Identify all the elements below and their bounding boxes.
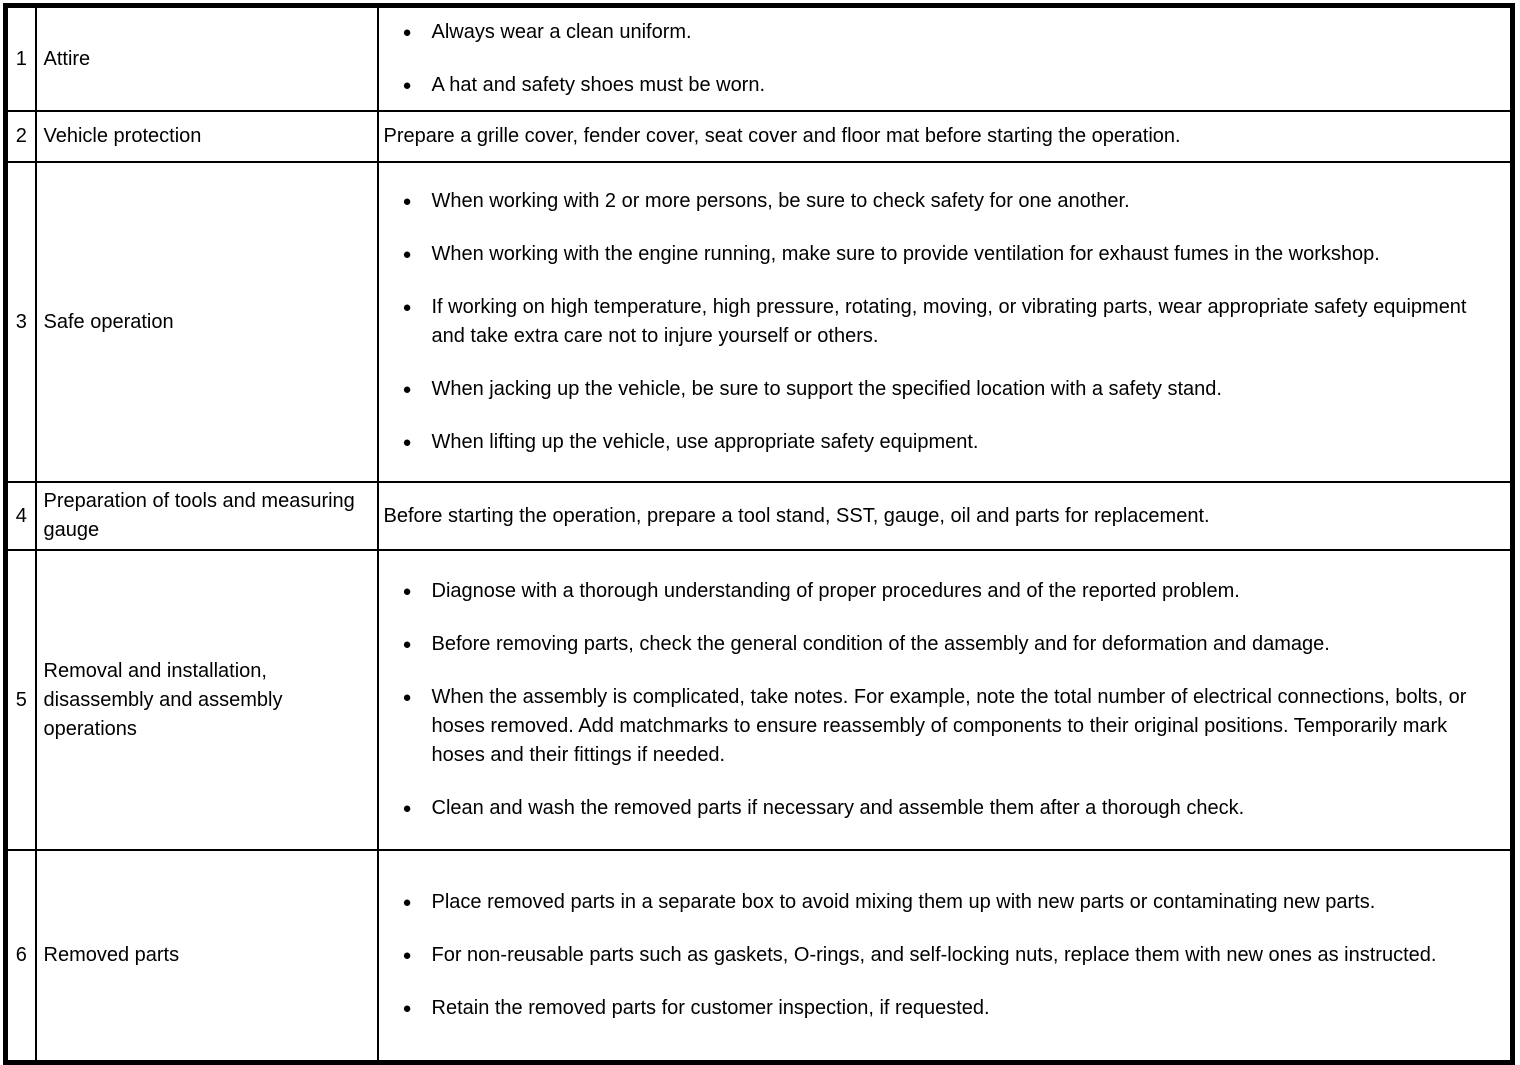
table-row (6, 6, 1513, 112)
item-text: Prepare a grille cover, fender cover, seat cover and floor mat before starting the operation. (383, 125, 1181, 147)
item-text: If working on high temperature, high pressure, rotating, moving, or vibrating parts, wear appropriate safety equipment and take extra care not to injure yourself or others. (431, 296, 1467, 347)
row-number: 6 (6, 850, 36, 1062)
row-number: 5 (6, 550, 36, 850)
content-item (383, 122, 1501, 151)
row-title: Safe operation (36, 162, 378, 482)
bullet-icon: ● (402, 636, 412, 653)
document-page (3, 3, 1515, 1065)
bullet-icon: ● (402, 999, 412, 1017)
precautions-table (3, 3, 1515, 1065)
table-row (6, 111, 1513, 162)
item-text: Diagnose with a thorough understanding of proper procedures and of the reported problem. (431, 580, 1240, 602)
item-text: Before removing parts, check the general condition of the assembly and for deformation and damage. (431, 633, 1330, 655)
row-title: Vehicle protection (36, 111, 378, 162)
item-text: A hat and safety shoes must be worn. (431, 74, 766, 96)
bullet-icon: ● (402, 246, 412, 263)
row-title: Removed parts (36, 850, 378, 1062)
bullet-icon: ● (402, 946, 412, 964)
content-item (383, 630, 1501, 659)
row-content (378, 162, 1513, 482)
content-item (383, 375, 1501, 404)
bullet-icon: ● (402, 800, 412, 817)
item-text: When lifting up the vehicle, use appropriate safety equipment. (431, 431, 979, 453)
row-content (378, 111, 1513, 162)
row-title: Preparation of tools and measuring gauge (36, 482, 378, 550)
content-item (383, 502, 1501, 531)
content-item (383, 683, 1501, 770)
item-text: For non-reusable parts such as gaskets, O-rings, and self-locking nuts, replace them with new ones as instructed. (431, 943, 1437, 966)
row-number: 4 (6, 482, 36, 550)
table-row (6, 482, 1513, 550)
item-text: When the assembly is complicated, take notes. For example, note the total number of electrical connections, bolts, or hoses removed. Add matchmarks to ensure reassembly of components to their original positions. Temporarily mark hoses and their fittings if needed. (431, 686, 1467, 766)
content-item (383, 187, 1501, 216)
row-number: 1 (6, 6, 36, 112)
content-item (383, 888, 1501, 917)
bullet-icon: ● (402, 583, 412, 600)
content-item (383, 18, 1501, 47)
bullet-icon: ● (402, 893, 412, 911)
content-item (383, 293, 1501, 351)
item-text: When jacking up the vehicle, be sure to support the specified location with a safety stand. (431, 378, 1222, 400)
row-title: Attire (36, 6, 378, 112)
bullet-icon: ● (402, 434, 412, 451)
bullet-icon: ● (402, 77, 412, 94)
table-row (6, 162, 1513, 482)
content-item (383, 71, 1501, 100)
row-content (378, 850, 1513, 1062)
item-text: Before starting the operation, prepare a tool stand, SST, gauge, oil and parts for replacement. (383, 504, 1210, 527)
row-title: Removal and installation, disassembly and assembly operations (36, 550, 378, 850)
item-text: When working with 2 or more persons, be sure to check safety for one another. (431, 190, 1130, 212)
content-item (383, 994, 1501, 1023)
item-text: Always wear a clean uniform. (431, 21, 692, 43)
bullet-icon: ● (402, 299, 412, 316)
content-item (383, 240, 1501, 269)
bullet-icon: ● (402, 689, 412, 706)
row-number: 2 (6, 111, 36, 162)
bullet-icon: ● (402, 24, 412, 41)
content-item (383, 941, 1501, 970)
table-row (6, 850, 1513, 1062)
item-text: Clean and wash the removed parts if necessary and assemble them after a thorough check. (431, 797, 1245, 819)
row-content (378, 482, 1513, 550)
item-text: Retain the removed parts for customer inspection, if requested. (431, 996, 990, 1019)
row-number: 3 (6, 162, 36, 482)
table-body (6, 6, 1513, 1063)
item-text: When working with the engine running, make sure to provide ventilation for exhaust fumes in the workshop. (431, 243, 1380, 265)
content-item (383, 577, 1501, 606)
row-content (378, 6, 1513, 112)
content-item (383, 794, 1501, 823)
item-text: Place removed parts in a separate box to avoid mixing them up with new parts or contaminating new parts. (431, 890, 1376, 913)
table-row (6, 550, 1513, 850)
row-content (378, 550, 1513, 850)
bullet-icon: ● (402, 381, 412, 398)
bullet-icon: ● (402, 193, 412, 210)
content-item (383, 428, 1501, 457)
